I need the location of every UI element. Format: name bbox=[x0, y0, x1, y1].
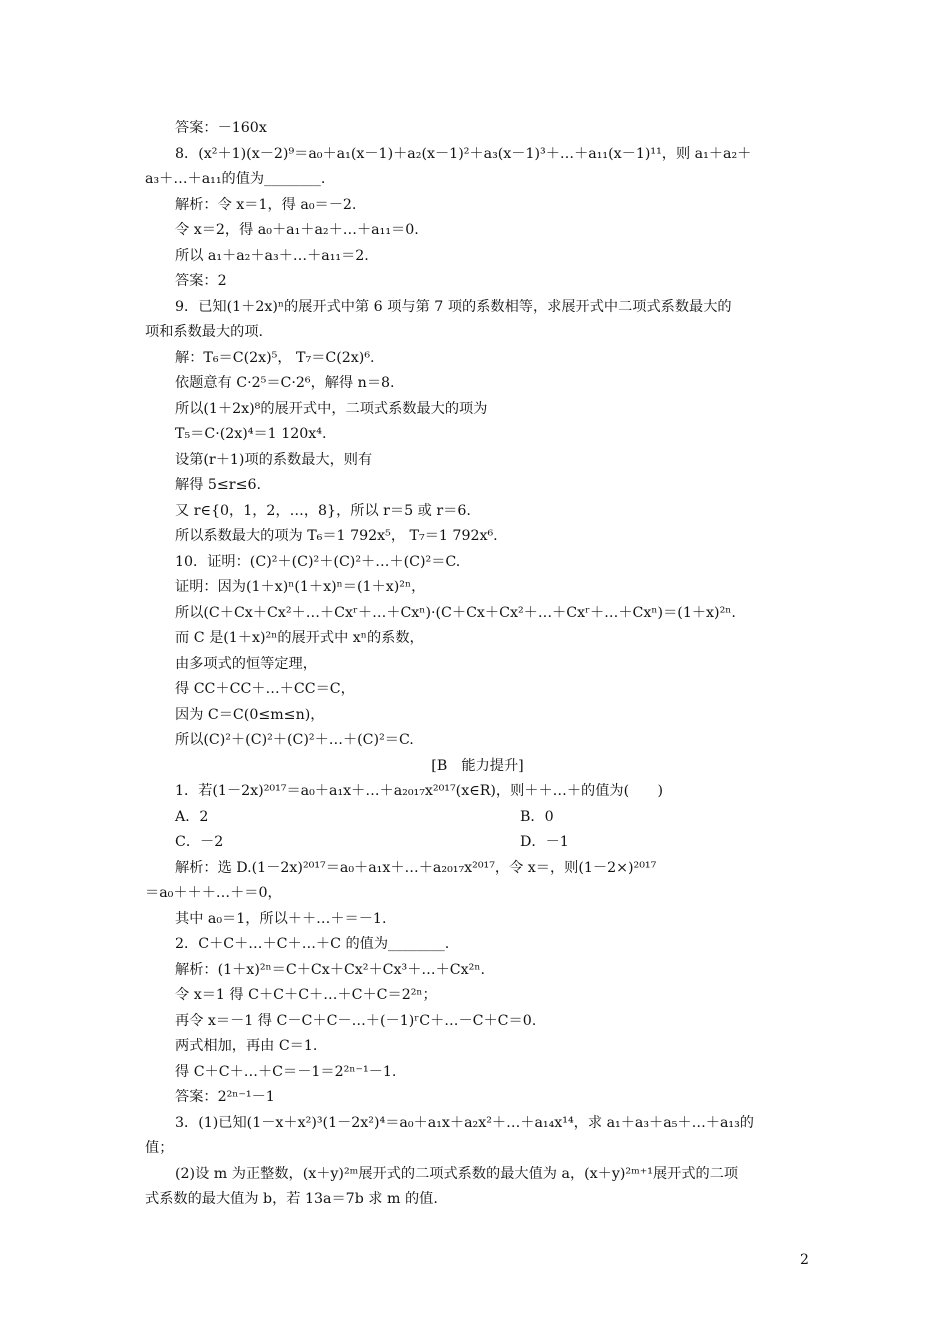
text-line: 两式相加，再由 C＝1. bbox=[175, 1038, 318, 1054]
options-row bbox=[145, 805, 810, 831]
text-line: 答案：2 bbox=[175, 273, 227, 289]
text-line: 所以(C＋Cx＋Cx²＋…＋Cxʳ＋…＋Cxⁿ)·(C＋Cx＋Cx²＋…＋Cxʳ＋…＋Cxⁿ)＝(1＋x)²ⁿ. bbox=[175, 604, 736, 621]
text-line: 解析：(1＋x)²ⁿ＝C＋Cx＋Cx²＋Cx³＋…＋Cx²ⁿ. bbox=[175, 961, 485, 978]
text-line: 解析：选 D.(1－2x)²⁰¹⁷＝a₀＋a₁x＋…＋a₂₀₁₇x²⁰¹⁷，令 x＝，则(1－2×)²⁰¹⁷ bbox=[175, 859, 657, 876]
text-line: 令 x＝2，得 a₀＋a₁＋a₂＋…＋a₁₁＝0. bbox=[175, 222, 419, 238]
text-line: ＝a₀＋＋＋…＋＝0， bbox=[145, 885, 282, 901]
text-line: 因为 C＝C(0≤m≤n)， bbox=[175, 706, 325, 723]
text-line: 证明：因为(1＋x)ⁿ(1＋x)ⁿ＝(1＋x)²ⁿ， bbox=[175, 579, 426, 595]
option-b: B．0 bbox=[520, 808, 554, 825]
text-line: 设第(r＋1)项的系数最大，则有 bbox=[175, 451, 373, 468]
text-line: 8．(x²＋1)(x－2)⁹＝a₀＋a₁(x－1)＋a₂(x－1)²＋a₃(x－1)³＋…＋a₁₁(x－1)¹¹，则 a₁＋a₂＋ bbox=[175, 145, 752, 162]
options-row bbox=[145, 830, 810, 856]
text-line: T₅＝C·(2x)⁴＝1 120x⁴. bbox=[175, 426, 327, 442]
text-line: 依题意有 C·2⁵＝C·2⁶，解得 n＝8. bbox=[175, 375, 395, 391]
text-line: 值； bbox=[145, 1140, 174, 1156]
text-line: 解析：令 x＝1，得 a₀＝－2. bbox=[175, 196, 357, 213]
option-d: D．－1 bbox=[520, 834, 569, 850]
option-c: C．－2 bbox=[175, 834, 224, 850]
text-line: 解得 5≤r≤6. bbox=[175, 477, 262, 493]
text-line: 而 C 是(1＋x)²ⁿ的展开式中 xⁿ的系数， bbox=[175, 630, 424, 646]
text-line: 令 x＝1 得 C＋C＋C＋…＋C＋C＝2²ⁿ； bbox=[175, 987, 437, 1003]
text-line: 3．(1)已知(1－x＋x²)³(1－2x²)⁴＝a₀＋a₁x＋a₂x²＋…＋a₁₄x¹⁴，求 a₁＋a₃＋a₅＋…＋a₁₃的 bbox=[175, 1114, 754, 1131]
text-line: (2)设 m 为正整数，(x＋y)²ᵐ展开式的二项式系数的最大值为 a，(x＋y)²ᵐ⁺¹展开式的二项 bbox=[175, 1165, 739, 1182]
text-line: 又 r∈{0，1，2，…，8}，所以 r＝5 或 r＝6. bbox=[175, 502, 471, 519]
text-line: 所以(1＋2x)⁸的展开式中，二项式系数最大的项为 bbox=[175, 400, 488, 417]
text-line: 由多项式的恒等定理， bbox=[175, 655, 317, 672]
text-line: 解：T₆＝C(2x)⁵， T₇＝C(2x)⁶. bbox=[175, 349, 375, 366]
text-line: 2．C＋C＋…＋C＋…＋C 的值为________. bbox=[175, 936, 450, 952]
page-number: 2 bbox=[800, 1252, 809, 1268]
text-line: 9．已知(1＋2x)ⁿ的展开式中第 6 项与第 7 项的系数相等，求展开式中二项式系数最大的 bbox=[175, 298, 732, 315]
question-1: 1．若(1－2x)²⁰¹⁷＝a₀＋a₁x＋…＋a₂₀₁₇x²⁰¹⁷(x∈R)，则＋＋…＋的值为( ) bbox=[175, 783, 664, 799]
text-line: 所以(C)²＋(C)²＋(C)²＋…＋(C)²＝C. bbox=[175, 732, 414, 748]
text-line: 所以系数最大的项为 T₆＝1 792x⁵， T₇＝1 792x⁶. bbox=[175, 528, 498, 544]
text-line: 得 CC＋CC＋…＋CC＝C， bbox=[175, 681, 355, 697]
option-a: A．2 bbox=[175, 808, 209, 825]
document-body bbox=[145, 116, 810, 1213]
text-line: 得 C＋C＋…＋C＝－1＝2²ⁿ⁻¹－1. bbox=[175, 1063, 397, 1080]
text-line: a₃＋…＋a₁₁的值为________. bbox=[145, 171, 326, 187]
text-line: 10．证明：(C)²＋(C)²＋(C)²＋…＋(C)²＝C. bbox=[175, 553, 461, 570]
text-line: 式系数的最大值为 b，若 13a＝7b 求 m 的值. bbox=[145, 1191, 438, 1207]
text-line: 答案：2²ⁿ⁻¹－1 bbox=[175, 1089, 275, 1105]
text-line: 所以 a₁＋a₂＋a₃＋…＋a₁₁＝2. bbox=[175, 247, 369, 264]
section-title: [B 能力提升] bbox=[431, 757, 524, 774]
text-line: 再令 x＝－1 得 C－C＋C－…＋(－1)ʳC＋…－C＋C＝0. bbox=[175, 1012, 537, 1029]
text-line: 其中 a₀＝1，所以＋＋…＋＝－1. bbox=[175, 910, 387, 927]
text-line: 答案：－160x bbox=[175, 120, 267, 136]
text-line: 项和系数最大的项. bbox=[145, 324, 264, 340]
